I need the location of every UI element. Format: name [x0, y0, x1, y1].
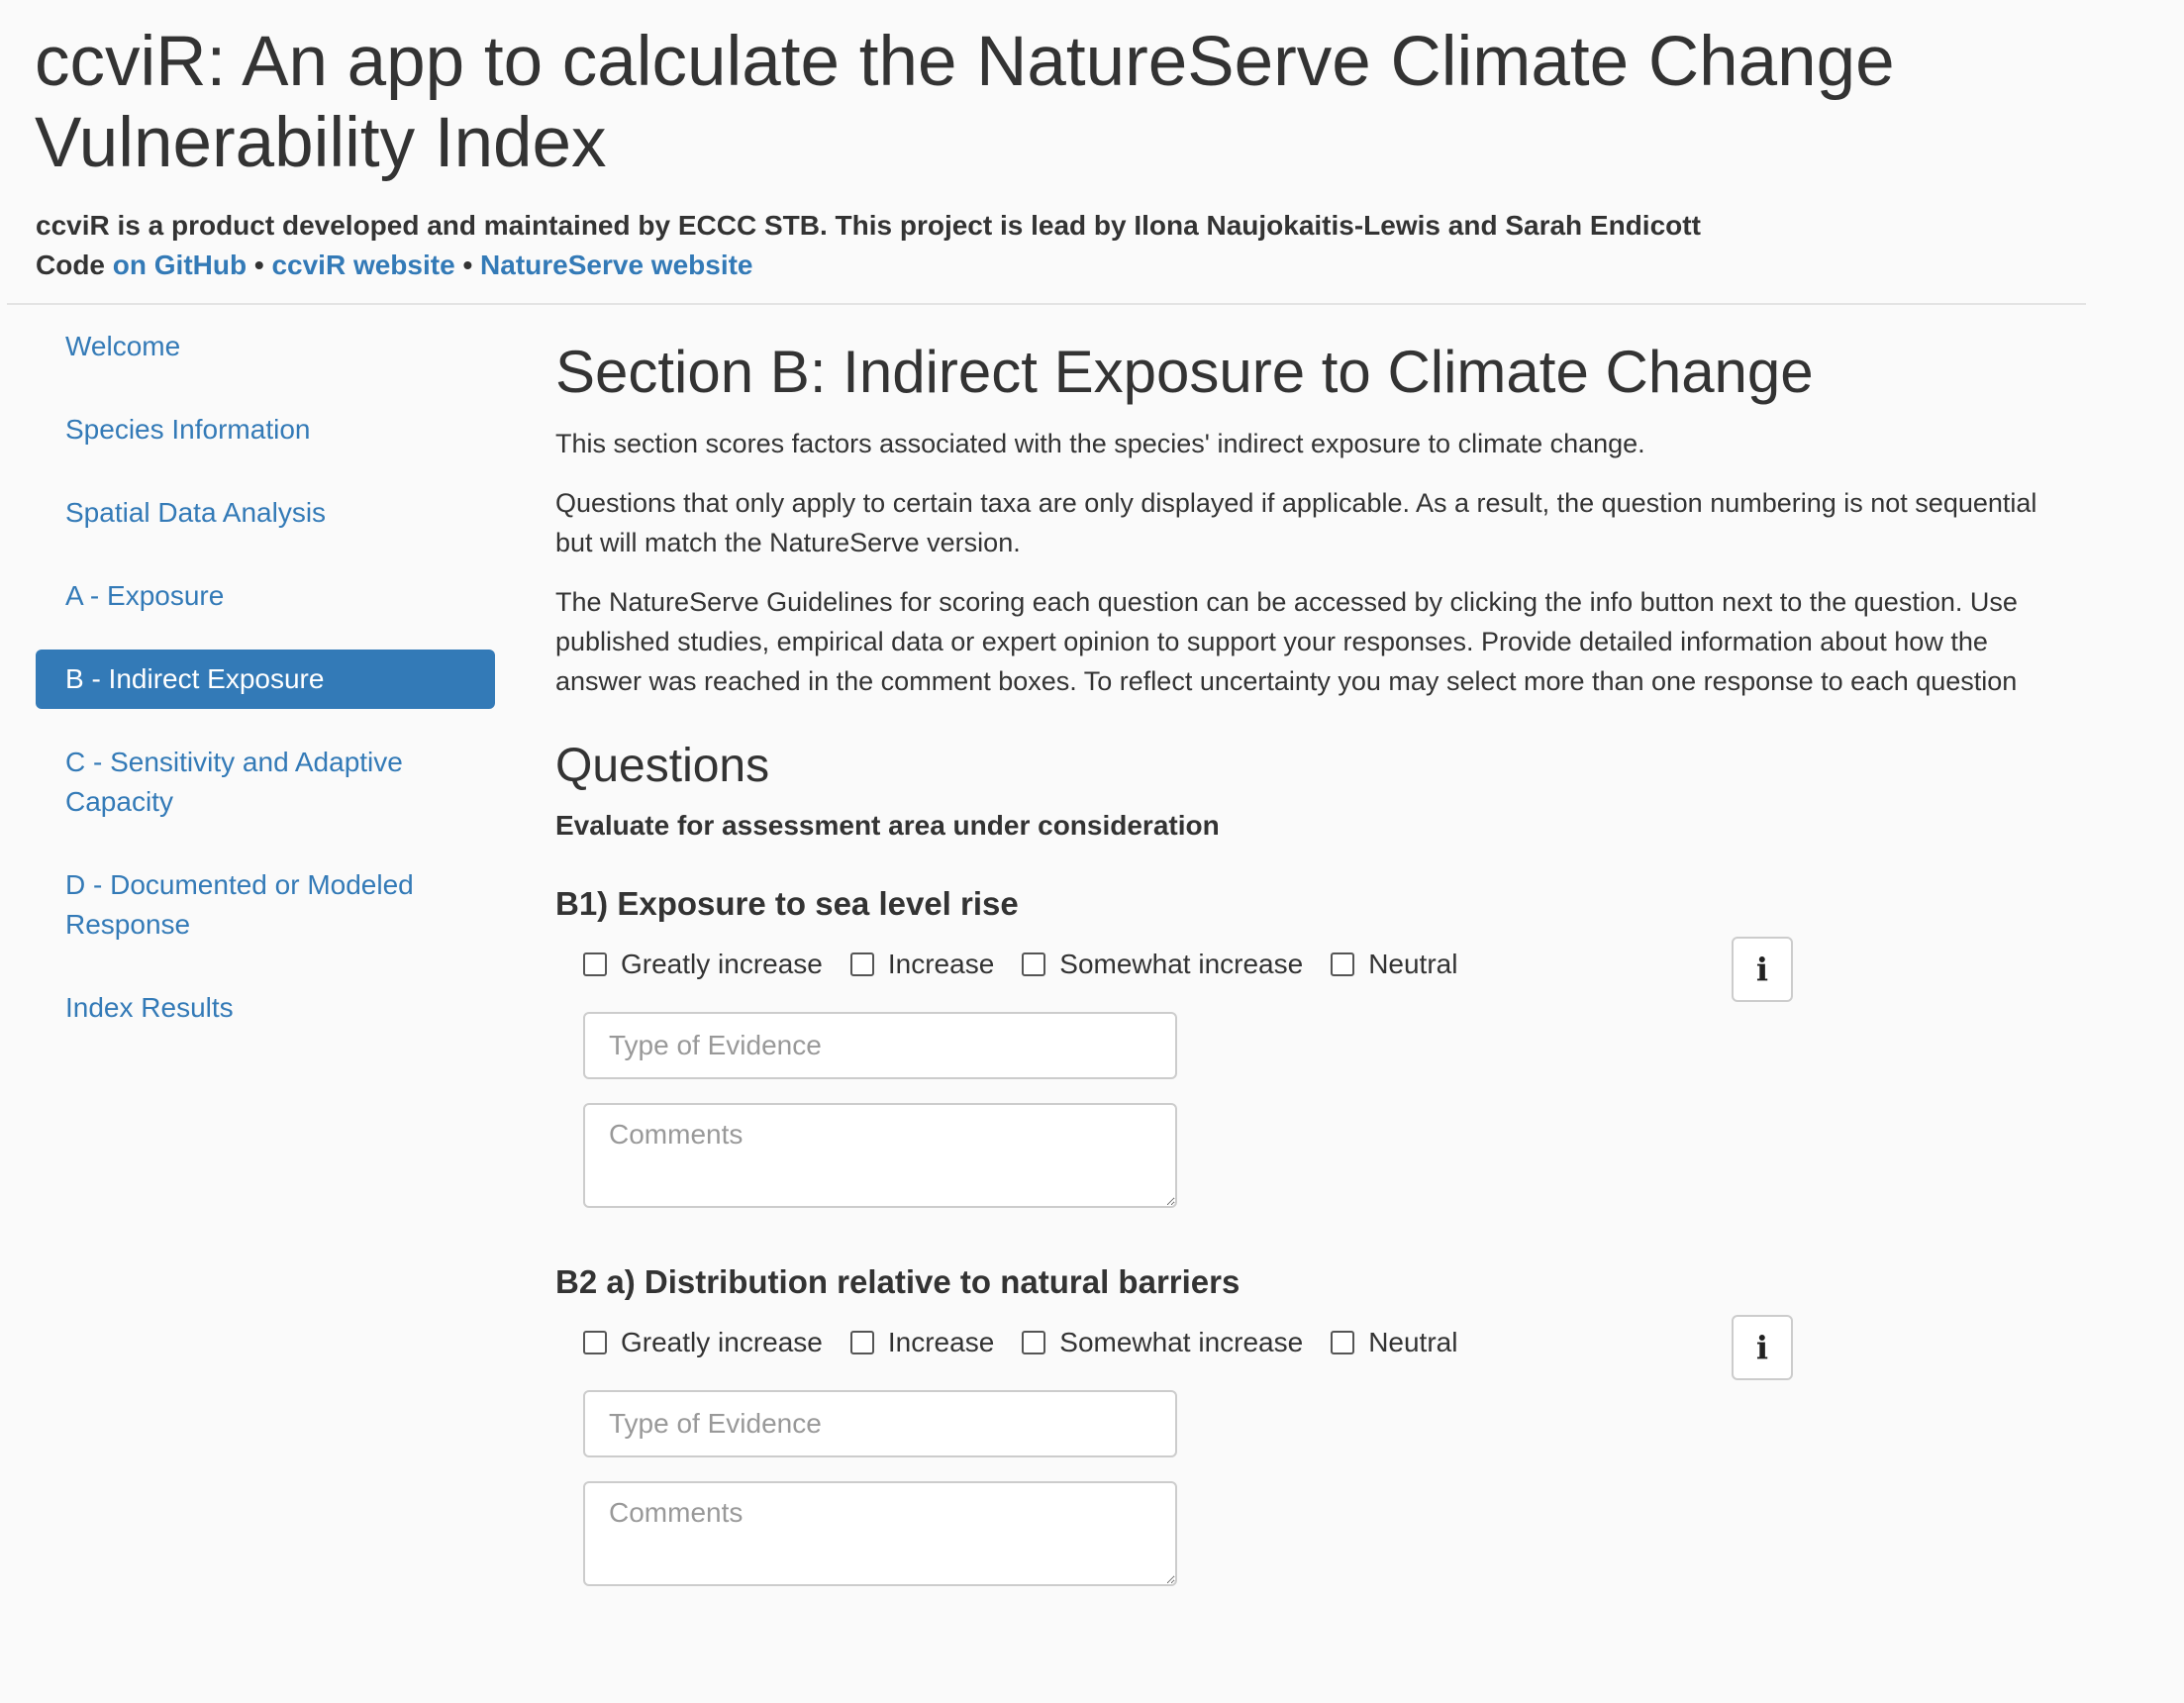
questions-heading: Questions [555, 740, 770, 792]
sidebar-item-a-exposure[interactable]: A - Exposure [65, 580, 225, 611]
checkbox[interactable] [1022, 1331, 1045, 1354]
github-link[interactable]: on GitHub [112, 250, 248, 280]
option-somewhat-increase[interactable] [1022, 1327, 1303, 1358]
checkbox[interactable] [850, 952, 874, 976]
question-b2a [555, 1261, 2080, 1586]
evaluate-note: Evaluate for assessment area under consideration [555, 810, 1220, 841]
option-label: Greatly increase [621, 949, 823, 979]
info-icon[interactable]: i [1732, 937, 1793, 1002]
ccvir-website-link[interactable]: ccviR website [271, 250, 455, 280]
numbering-paragraph: Questions that only apply to certain taxa are only displayed if applicable. As a result, the question numbering is not sequential but will match the NatureServe version. [555, 488, 2037, 557]
option-label: Increase [887, 949, 995, 979]
option-somewhat-increase[interactable] [1022, 949, 1303, 980]
checkbox[interactable] [583, 1331, 607, 1354]
sidebar-item-spatial-data-analysis[interactable]: Spatial Data Analysis [65, 497, 327, 528]
option-label: Increase [887, 1327, 995, 1357]
sidebar-item-species-information[interactable]: Species Information [65, 414, 311, 445]
code-prefix: Code [36, 250, 105, 280]
evidence-input[interactable] [583, 1012, 1177, 1079]
option-neutral[interactable] [1331, 1327, 1457, 1358]
question-b1 [555, 883, 2080, 1208]
sidebar-nav [36, 317, 495, 1061]
option-label: Neutral [1368, 949, 1458, 979]
natureserve-website-link[interactable]: NatureServe website [480, 250, 753, 280]
links-line [36, 250, 753, 281]
info-icon[interactable]: i [1732, 1315, 1793, 1380]
intro-paragraph: This section scores factors associated with the species' indirect exposure to climate change. [555, 429, 1645, 458]
question-title: B1) Exposure to sea level rise [555, 885, 1019, 922]
option-label: Somewhat increase [1059, 1327, 1304, 1357]
answer-options [583, 943, 2080, 986]
link-separator: • [462, 250, 473, 280]
main-content [555, 337, 2080, 1640]
link-separator: • [253, 250, 264, 280]
sidebar-item-c-sensitivity[interactable]: C - Sensitivity and Adaptive Capacity [65, 747, 403, 817]
app-title: ccviR: An app to calculate the NatureServe Climate Change Vulnerability Index [35, 23, 1895, 182]
sidebar-item-welcome[interactable]: Welcome [65, 331, 181, 361]
option-label: Somewhat increase [1059, 949, 1304, 979]
checkbox[interactable] [1331, 1331, 1354, 1354]
sidebar-item-b-indirect-exposure[interactable]: B - Indirect Exposure [36, 650, 495, 709]
option-neutral[interactable] [1331, 949, 1457, 980]
checkbox[interactable] [583, 952, 607, 976]
checkbox[interactable] [1022, 952, 1045, 976]
option-increase[interactable] [850, 949, 994, 980]
comments-textarea[interactable] [583, 1481, 1177, 1586]
credit-line: ccviR is a product developed and maintained by ECCC STB. This project is lead by Ilona Naujokaitis-Lewis and Sarah Endicott [36, 210, 1701, 241]
comments-textarea[interactable] [583, 1103, 1177, 1208]
answer-options [583, 1321, 2080, 1364]
sidebar-item-index-results[interactable]: Index Results [65, 992, 234, 1023]
option-greatly-increase[interactable] [583, 949, 823, 980]
option-label: Greatly increase [621, 1327, 823, 1357]
option-increase[interactable] [850, 1327, 994, 1358]
page-header [7, 0, 2086, 305]
evidence-input[interactable] [583, 1390, 1177, 1457]
question-title: B2 a) Distribution relative to natural barriers [555, 1263, 1241, 1300]
option-greatly-increase[interactable] [583, 1327, 823, 1358]
sidebar-item-d-documented-response[interactable]: D - Documented or Modeled Response [65, 869, 414, 940]
guidelines-paragraph: The NatureServe Guidelines for scoring each question can be accessed by clicking the info button next to the question. Use published studies, empirical data or expert opinion to support your responses. Provide detailed information about how the answer was reached in the comment boxes. To reflect uncertainty you may select more than one response to each question [555, 587, 2018, 696]
checkbox[interactable] [850, 1331, 874, 1354]
section-title: Section B: Indirect Exposure to Climate Change [555, 339, 1814, 405]
option-label: Neutral [1368, 1327, 1458, 1357]
checkbox[interactable] [1331, 952, 1354, 976]
